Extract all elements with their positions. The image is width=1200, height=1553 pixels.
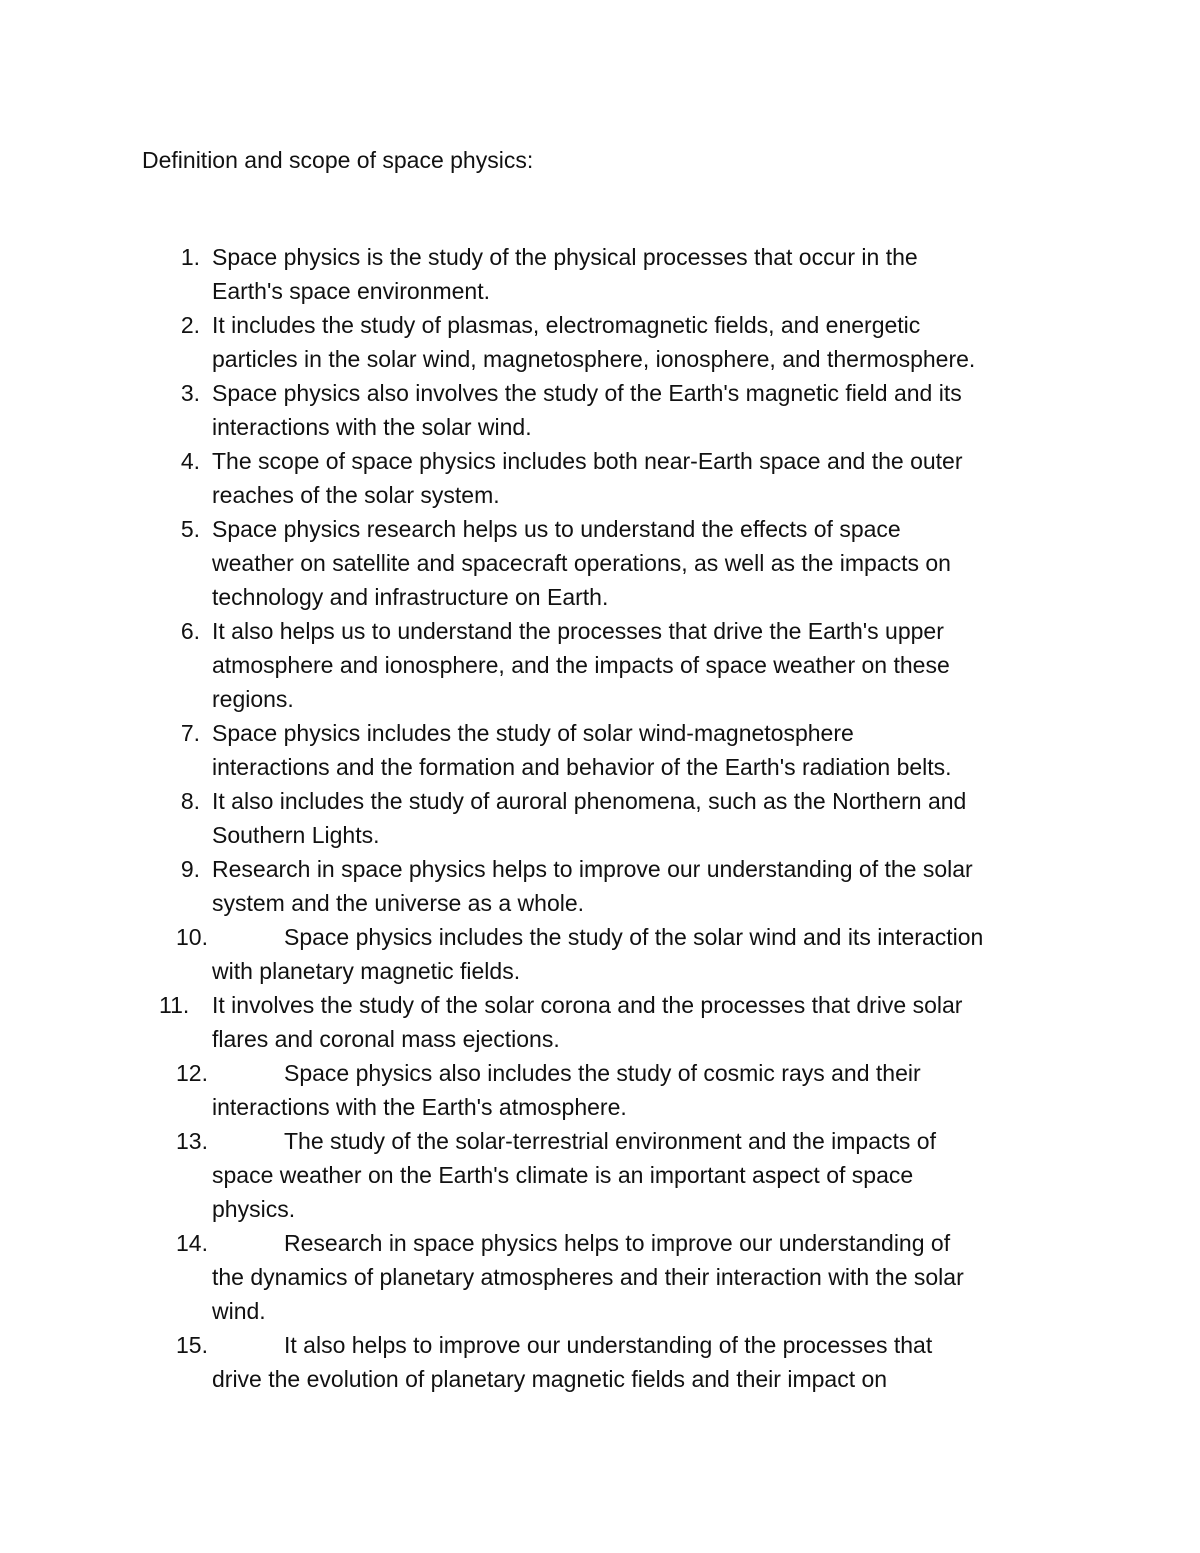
list-item-line: atmosphere and ionosphere, and the impacts of space weather on these [212,652,950,678]
list-item-number: 9. [180,856,200,882]
list-item-number: 1. [180,244,200,270]
list-item-text [212,376,1082,444]
list-item-number: 13. [176,1128,208,1154]
list-item-line: with planetary magnetic fields. [212,958,521,984]
list-item-line: The study of the solar-terrestrial environment and the impacts of [284,1128,936,1154]
list-item-line: weather on satellite and spacecraft operations, as well as the impacts on [212,550,951,576]
list-item-text [212,240,1082,308]
list-item-line: It also helps us to understand the processes that drive the Earth's upper [212,618,944,644]
list-item-text [212,1124,1082,1226]
list-item [0,512,1200,614]
list-item-line: physics. [212,1196,296,1222]
list-item [0,1328,1200,1396]
list-item-line: Space physics also involves the study of the Earth's magnetic field and its [212,380,962,406]
list-item-text [212,308,1082,376]
list-item-number: 5. [180,516,200,542]
list-item-line: the dynamics of planetary atmospheres and their interaction with the solar [212,1264,964,1290]
list-item-number: 7. [180,720,200,746]
list-item-line: Research in space physics helps to improve our understanding of the solar [212,856,973,882]
list-item [0,784,1200,852]
list-item [0,988,1200,1056]
list-item-text [212,614,1082,716]
numbered-list [0,240,1200,1396]
list-item-line: regions. [212,686,294,712]
list-item-line: It also includes the study of auroral phenomena, such as the Northern and [212,788,967,814]
list-item-text [212,716,1082,784]
list-item-text [212,852,1082,920]
list-item-text [212,988,1082,1056]
list-item-line: technology and infrastructure on Earth. [212,584,609,610]
list-item-line: The scope of space physics includes both near-Earth space and the outer [212,448,963,474]
document-heading: Definition and scope of space physics: [142,147,534,173]
list-item [0,852,1200,920]
list-item-line: It also helps to improve our understanding of the processes that [284,1332,933,1358]
list-item-number: 10. [176,924,208,950]
list-item [0,920,1200,988]
list-item-line: drive the evolution of planetary magnetic fields and their impact on [212,1366,888,1392]
list-item-text [212,784,1082,852]
list-item [0,1226,1200,1328]
list-item-line: interactions with the solar wind. [212,414,532,440]
list-item-line: wind. [212,1298,266,1324]
list-item-line: Space physics is the study of the physical processes that occur in the [212,244,918,270]
list-item-line: flares and coronal mass ejections. [212,1026,560,1052]
list-item-line: Research in space physics helps to improve our understanding of [284,1230,951,1256]
list-item [0,308,1200,376]
list-item [0,1056,1200,1124]
list-item-line: Space physics also includes the study of cosmic rays and their [284,1060,921,1086]
list-item-line: particles in the solar wind, magnetosphere, ionosphere, and thermosphere. [212,346,976,372]
list-item [0,376,1200,444]
list-item-line: system and the universe as a whole. [212,890,585,916]
list-item-line: Space physics research helps us to understand the effects of space [212,516,901,542]
list-item-line: It includes the study of plasmas, electromagnetic fields, and energetic [212,312,921,338]
list-item-line: Earth's space environment. [212,278,490,304]
list-item-line: space weather on the Earth's climate is an important aspect of space [212,1162,914,1188]
list-item-number: 6. [180,618,200,644]
list-item-line: Southern Lights. [212,822,380,848]
list-item-number: 15. [176,1332,208,1358]
list-item-line: Space physics includes the study of solar wind-magnetosphere [212,720,854,746]
list-item [0,240,1200,308]
list-item [0,444,1200,512]
list-item-number: 11. [159,992,190,1018]
list-item-text [212,1056,1082,1124]
list-item-text [212,444,1082,512]
list-item-text [212,920,1082,988]
list-item-line: interactions with the Earth's atmosphere. [212,1094,627,1120]
list-item-number: 14. [176,1230,208,1256]
list-item-number: 12. [176,1060,208,1086]
list-item [0,1124,1200,1226]
list-item [0,614,1200,716]
list-item-number: 2. [180,312,200,338]
list-item [0,716,1200,784]
list-item-text [212,512,1082,614]
list-item-line: reaches of the solar system. [212,482,500,508]
list-item-text [212,1328,1082,1396]
list-item-text [212,1226,1082,1328]
list-item-number: 8. [180,788,200,814]
list-item-line: interactions and the formation and behavior of the Earth's radiation belts. [212,754,952,780]
list-item-number: 4. [180,448,200,474]
list-item-line: Space physics includes the study of the solar wind and its interaction [284,924,984,950]
list-item-line: It involves the study of the solar corona and the processes that drive solar [212,992,963,1018]
list-item-number: 3. [180,380,200,406]
